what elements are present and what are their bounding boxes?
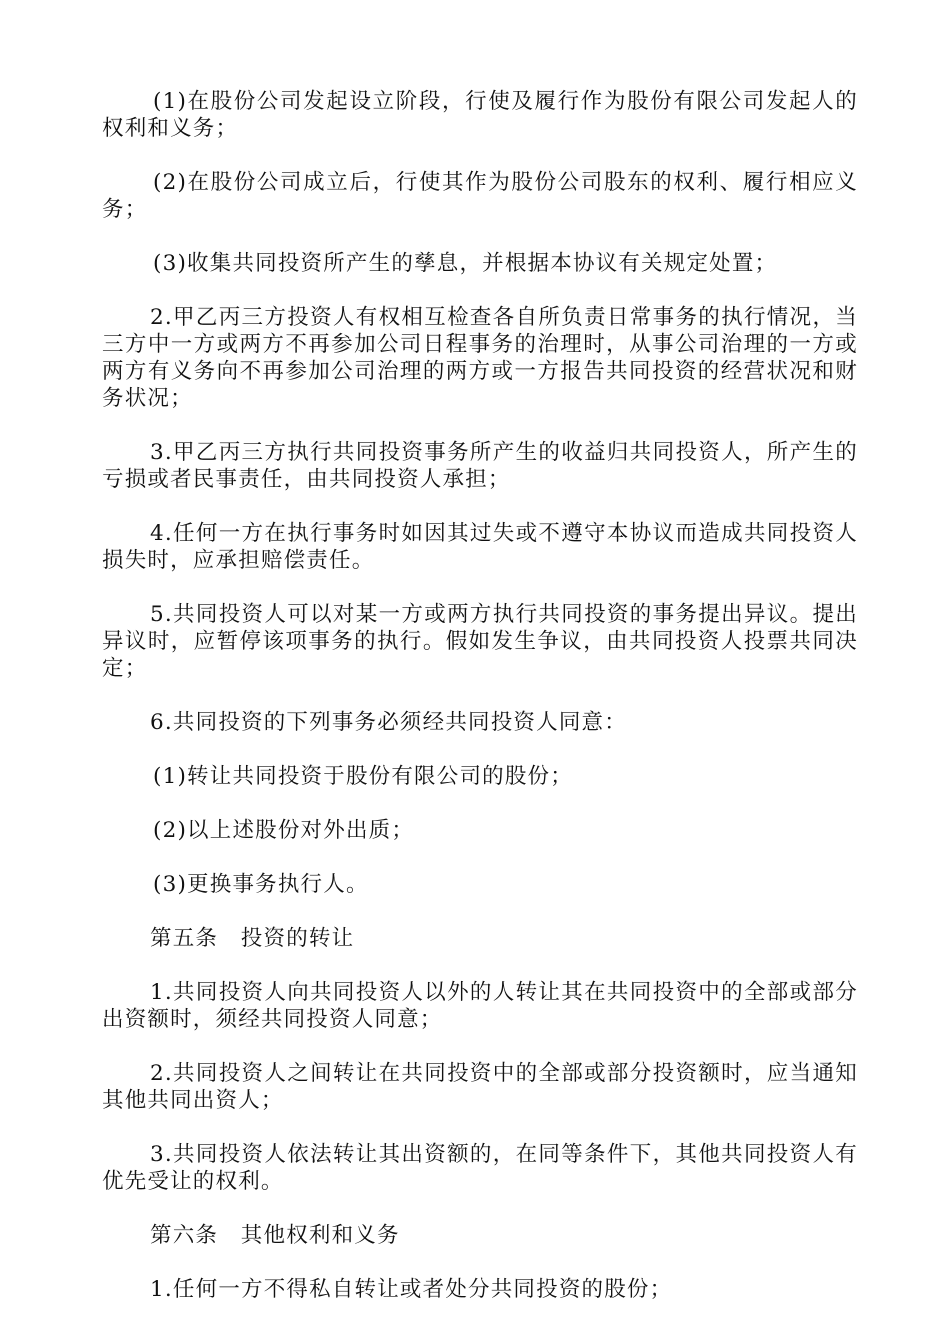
article-5-clause-1: 1.共同投资人向共同投资人以外的人转让其在共同投资中的全部或部分出资额时，须经共同投资人同意；	[102, 980, 858, 1032]
paragraph-clause-6-item-3: (3)更换事务执行人。	[153, 872, 369, 897]
paragraph-clause-6-item-1: (1)转让共同投资于股份有限公司的股份；	[153, 764, 573, 789]
paragraph-item-2: (2)在股份公司成立后，行使其作为股份公司股东的权利、履行相应义务；	[102, 170, 858, 222]
article-6-clause-1: 1.任何一方不得私自转让或者处分共同投资的股份；	[150, 1277, 673, 1302]
paragraph-clause-2: 2.甲乙丙三方投资人有权相互检查各自所负责日常事务的执行情况，当三方中一方或两方不再参加公司日程事务的治理时，从事公司治理的一方或两方有义务向不再参加公司治理的两方或一方报告共同投资的经营状况和财务状况；	[102, 305, 858, 411]
article-5-heading: 第五条 投资的转让	[150, 926, 355, 951]
paragraph-clause-5: 5.共同投资人可以对某一方或两方执行共同投资的事务提出异议。提出异议时，应暂停该项事务的执行。假如发生争议，由共同投资人投票共同决定；	[102, 602, 858, 681]
article-5-clause-3: 3.共同投资人依法转让其出资额的，在同等条件下，其他共同投资人有优先受让的权利。	[102, 1142, 858, 1194]
paragraph-clause-3: 3.甲乙丙三方执行共同投资事务所产生的收益归共同投资人，所产生的亏损或者民事责任，由共同投资人承担；	[102, 440, 858, 492]
document-body	[102, 88, 858, 1330]
paragraph-clause-6: 6.共同投资的下列事务必须经共同投资人同意：	[150, 710, 627, 735]
paragraph-clause-6-item-2: (2)以上述股份对外出质；	[153, 818, 415, 843]
paragraph-item-3: (3)收集共同投资所产生的孳息，并根据本协议有关规定处置；	[153, 251, 778, 276]
article-5-clause-2: 2.共同投资人之间转让在共同投资中的全部或部分投资额时，应当通知其他共同出资人；	[102, 1061, 858, 1113]
article-6-heading: 第六条 其他权利和义务	[150, 1223, 400, 1248]
paragraph-clause-4: 4.任何一方在执行事务时如因其过失或不遵守本协议而造成共同投资人损失时，应承担赔偿责任。	[102, 521, 858, 573]
paragraph-item-1: (1)在股份公司发起设立阶段，行使及履行作为股份有限公司发起人的权利和义务；	[102, 89, 858, 141]
